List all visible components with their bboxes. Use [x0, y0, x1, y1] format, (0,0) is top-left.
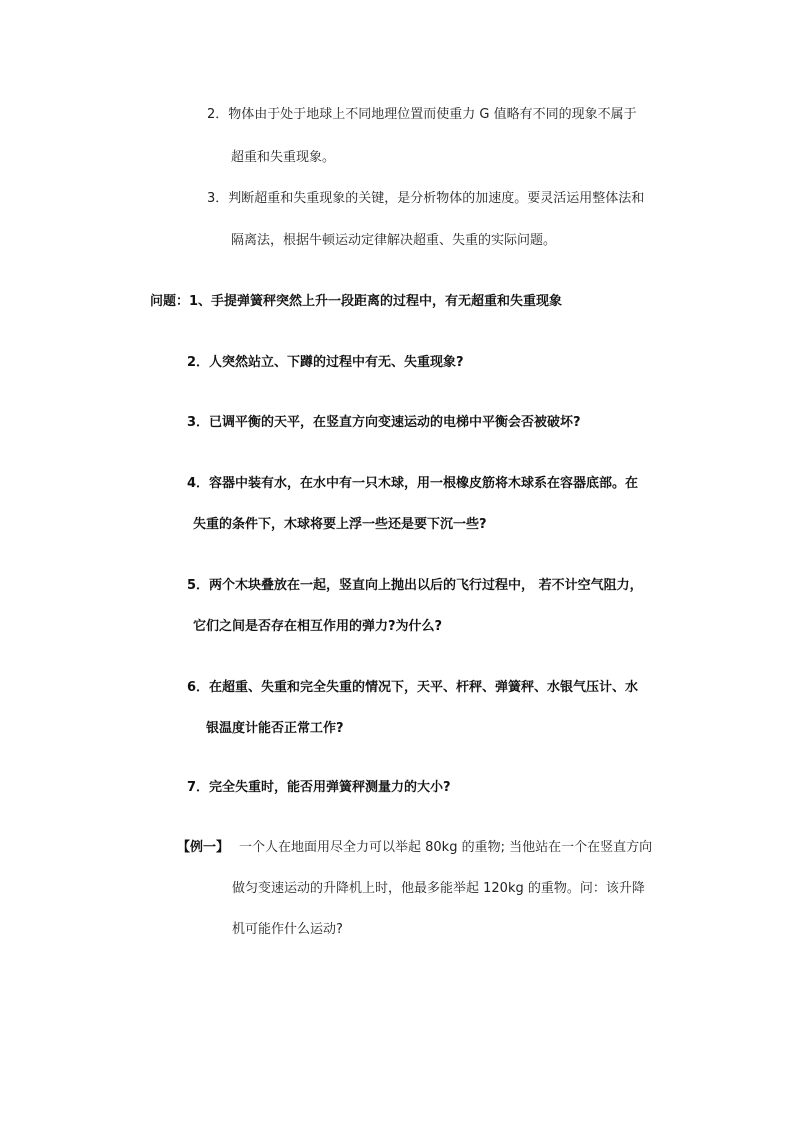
example-label: 【例一】 [177, 840, 230, 855]
example-line-1: 一个人在地面用尽全力可以举起 80kg 的重物; 当他站在一个在竖直方向 [239, 840, 653, 855]
question-4-line-2: 失重的条件下，木球将要上浮一些还是要下沉一些? [193, 517, 487, 532]
question-6-line-2: 银温度计能否正常工作? [206, 721, 344, 736]
question-6-line-1: 6．在超重、失重和完全失重的情况下，天平、杆秤、弹簧秤、水银气压计、水 [187, 680, 639, 695]
note-3-line-1: 3．判断超重和失重现象的关键，是分析物体的加速度。要灵活运用整体法和 [207, 191, 645, 206]
example-line-3: 机可能作什么运动? [232, 922, 343, 937]
question-3: 3．已调平衡的天平，在竖直方向变速运动的电梯中平衡会否被破坏? [187, 415, 581, 430]
question-7: 7．完全失重时，能否用弹簧秤测量力的大小? [187, 780, 451, 795]
note-3-line-2: 隔离法，根据牛顿运动定律解决超重、失重的实际问题。 [231, 233, 557, 248]
example-line-2: 做匀变速运动的升降机上时，他最多能举起 120kg 的重物。问：该升降 [232, 881, 645, 896]
question-5-line-2: 它们之间是否存在相互作用的弹力?为什么? [193, 619, 443, 634]
question-1: 问题：1、手提弹簧秤突然上升一段距离的过程中，有无超重和失重现象 [150, 294, 563, 309]
note-2-line-2: 超重和失重现象。 [231, 150, 336, 165]
question-4-line-1: 4．容器中装有水，在水中有一只木球，用一根橡皮筋将木球系在容器底部。在 [187, 476, 639, 491]
question-5-line-1: 5．两个木块叠放在一起，竖直向上抛出以后的飞行过程中， 若不计空气阻力， [187, 578, 643, 593]
note-2-line-1: 2．物体由于处于地球上不同地理位置而使重力 G 值略有不同的现象不属于 [207, 107, 637, 122]
question-2: 2．人突然站立、下蹲的过程中有无、失重现象? [187, 355, 464, 370]
